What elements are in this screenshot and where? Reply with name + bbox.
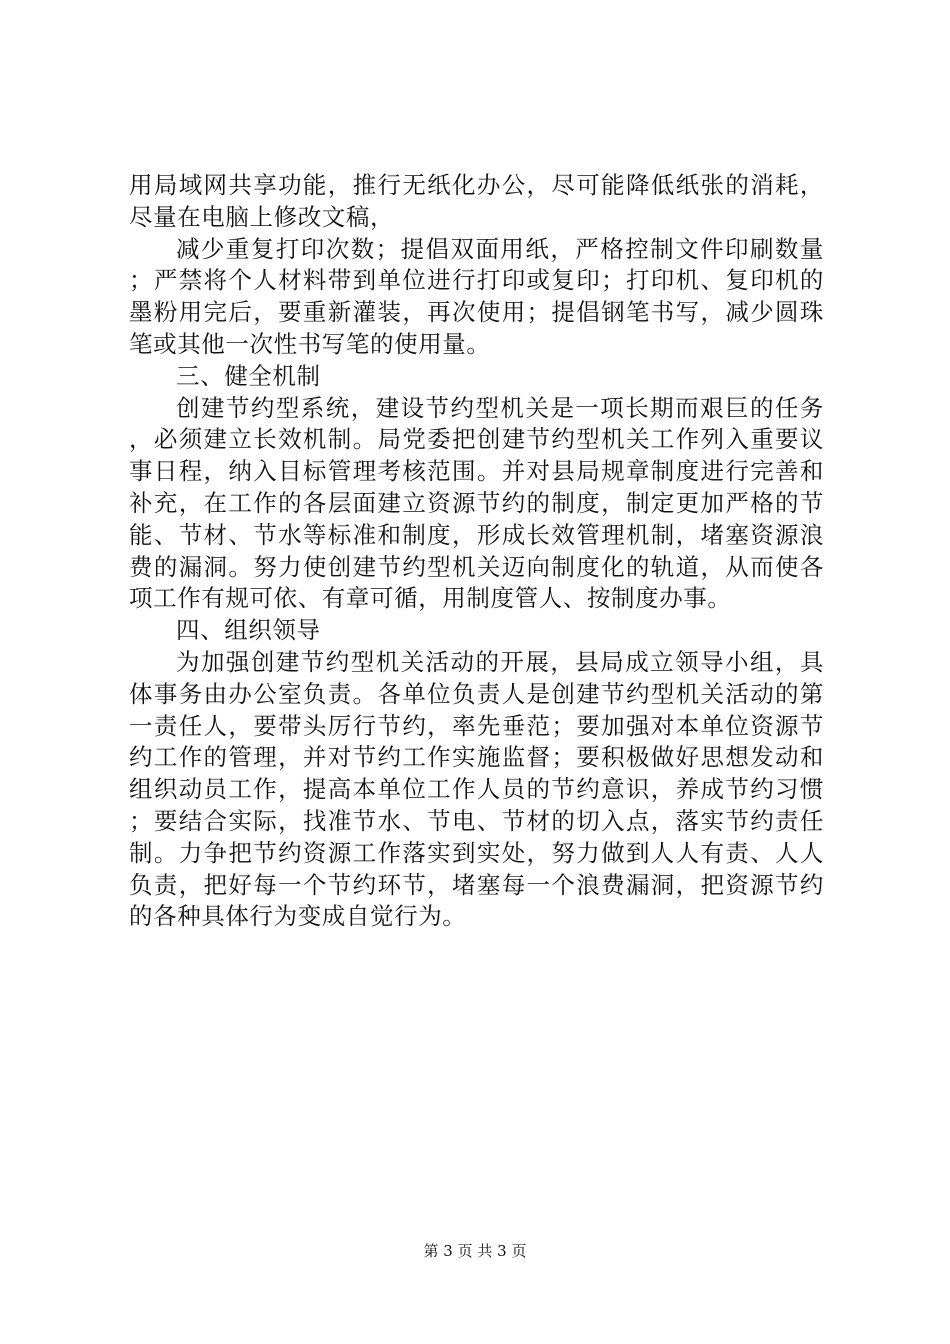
page-number-footer: 第 3 页 共 3 页 xyxy=(423,1242,527,1260)
section-heading-mechanism: 三、健全机制 xyxy=(176,361,321,390)
paragraph-printing: 减少重复打印次数；提倡双面用纸，严格控制文件印刷数量；严禁将个人材料带到单位进行打印或复印；打印机、复印机的墨粉用完后，要重新灌装，再次使用；提倡钢笔书写，减少圆珠笔或其他一次性书写笔的使用量。 xyxy=(129,234,824,358)
paragraph-mechanism: 创建节约型系统，建设节约型机关是一项长期而艰巨的任务，必须建立长效机制。局党委把创建节约型机关工作列入重要议事日程，纳入目标管理考核范围。并对县局规章制度进行完善和补充，在工作的各层面建立资源节约的制度，制定更加严格的节能、节材、节水等标准和制度，形成长效管理机制，堵塞资源浪费的漏洞。努力使创建节约型机关迈向制度化的轨道，从而使各项工作有规可依、有章可循，用制度管人、按制度办事。 xyxy=(129,393,824,613)
document-body xyxy=(129,170,824,933)
paragraph-continuation: 用局域网共享功能，推行无纸化办公，尽可能降低纸张的消耗，尽量在电脑上修改文稿， xyxy=(129,171,824,231)
paragraph-leadership: 为加强创建节约型机关活动的开展，县局成立领导小组，具体事务由办公室负责。各单位负责人是创建节约型机关活动的第一责任人，要带头厉行节约，率先垂范；要加强对本单位资源节约工作的管理，并对节约工作实施监督；要积极做好思想发动和组织动员工作，提高本单位工作人员的节约意识，养成节约习惯；要结合实际，找准节水、节电、节材的切入点，落实节约责任制。力争把节约资源工作落实到实处，努力做到人人有责、人人负责，把好每一个节约环节，堵塞每一个浪费漏洞，把资源节约的各种具体行为变成自觉行为。 xyxy=(129,647,824,931)
section-heading-leadership: 四、组织领导 xyxy=(176,616,321,645)
